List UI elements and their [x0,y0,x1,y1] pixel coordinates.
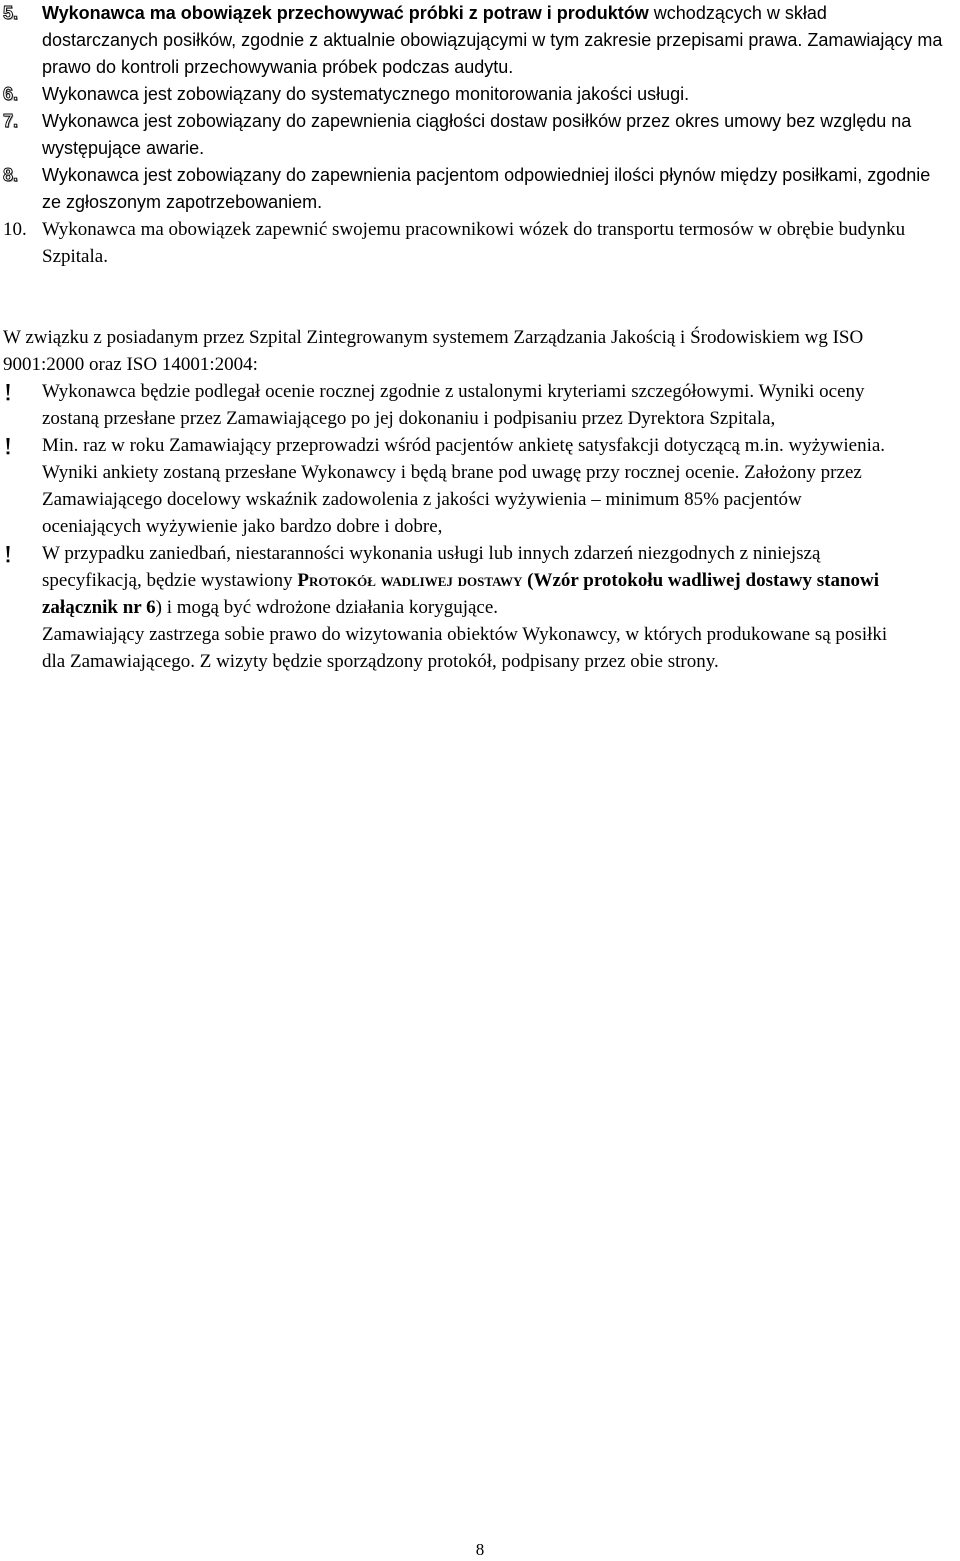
exclamation-bullet-icon [3,437,13,455]
list-item-6 [0,81,945,108]
bullet-item-3-ending: ) i mogą być wdrożone działania korygujące. [155,597,499,618]
iso-section [3,324,903,675]
iso-intro-paragraph: W związku z posiadanym przez Szpital Zintegrowanym systemem Zarządzania Jakością i Środowiskiem wg ISO 9001:2000 oraz ISO 14001:2004: [3,327,864,375]
attachment-note: Wzór protokołu wadliwej dostawy stanowi załącznik nr 6 [42,570,880,618]
list-item-8-text: Wykonawca jest zobowiązany do zapewnienia pacjentom odpowiedniej ilości płynów między posiłkami, zgodnie ze zgłoszonym zapotrzebowaniem. [42,165,931,212]
list-item-5-bold-text: Wykonawca ma obowiązek przechowywać próbki z potraw i produktów [42,3,649,23]
list-item-10 [0,216,945,270]
list-number-7: 7. [3,111,19,131]
paren-open: ( [522,570,534,591]
protocol-title: Protokół wadliwej dostawy [297,570,523,591]
bullet-item-3 [3,540,903,621]
bullet-item-3-text: W przypadku zaniedbań, niestaranności wykonania usługi lub innych zdarzeń niezgodnych z niniejszą specyfikacją, będzie wystawiony [42,543,821,591]
closing-paragraph: Zamawiający zastrzega sobie prawo do wizytowania obiektów Wykonawcy, w których produkowane są posiłki dla Zamawiającego. Z wizyty będzie sporządzony protokół, podpisany przez obie strony. [42,624,888,672]
list-number-6: 6. [3,84,19,104]
bullet-item-1-text: Wykonawca będzie podlegał ocenie rocznej zgodnie z ustalonymi kryteriami szczegółowymi. Wyniki oceny zostaną przesłane przez Zamawiającego po jej dokonaniu i podpisaniu przez Dyrektora Szpitala, [42,381,865,429]
list-number-5: 5. [3,3,19,23]
list-item-5 [0,0,945,81]
bullet-item-2 [3,432,903,540]
exclamation-bullet-icon [3,545,13,563]
list-item-5-text: wchodzących w skład dostarczanych posiłków, zgodnie z aktualnie obowiązującymi w tym zakresie przepisami prawa. Zamawiający ma prawo do kontroli przechowywania próbek podczas audytu. [42,3,943,77]
list-item-8 [0,162,945,216]
page-number: 8 [475,1540,485,1559]
list-item-6-text: Wykonawca jest zobowiązany do systematycznego monitorowania jakości usługi. [42,84,690,104]
bullet-item-1 [3,378,903,432]
list-item-7 [0,108,945,162]
list-number-10: 10. [3,219,27,240]
list-item-10-text: Wykonawca ma obowiązek zapewnić swojemu pracownikowi wózek do transportu termosów w obrębie budynku Szpitala. [42,219,906,267]
exclamation-bullet-icon [3,383,13,401]
list-item-7-text: Wykonawca jest zobowiązany do zapewnienia ciągłości dostaw posiłków przez okres umowy bez względu na występujące awarie. [42,111,912,158]
list-number-8: 8. [3,165,19,185]
numbered-list [0,0,945,270]
bullet-item-2-text: Min. raz w roku Zamawiający przeprowadzi wśród pacjentów ankietę satysfakcji dotyczącą m.in. wyżywienia. Wyniki ankiety zostaną przesłane Wykonawcy i będą brane pod uwagę przy rocznej ocenie. Założony przez Zamawiającego docelowy wskaźnik zadowolenia z jakości wyżywienia – minimum 85% pacjentów oceniających wyżywienie jako bardzo dobre i dobre, [42,435,886,537]
